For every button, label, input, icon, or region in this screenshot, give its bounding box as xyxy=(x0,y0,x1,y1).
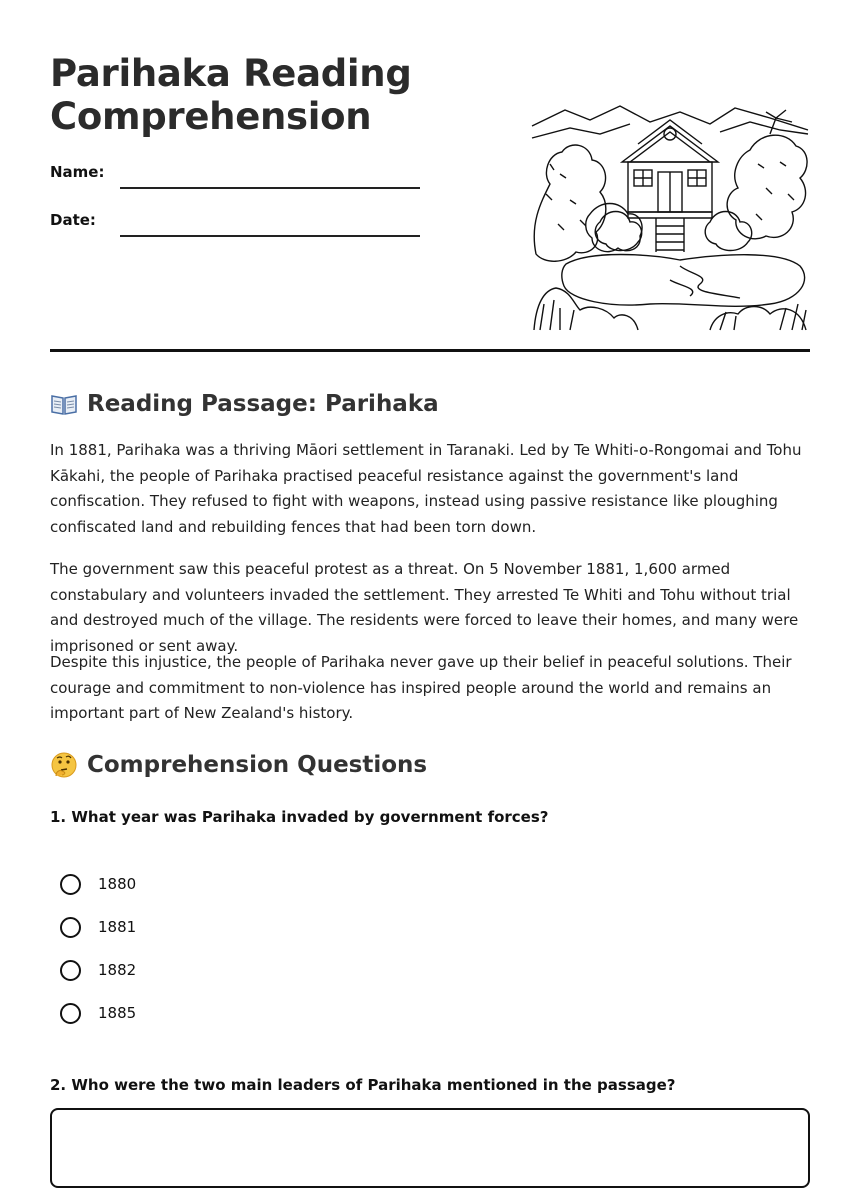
header-divider xyxy=(50,349,810,352)
open-book-icon xyxy=(50,390,78,418)
page-title: Parihaka Reading Comprehension xyxy=(50,52,412,138)
house-landscape-illustration xyxy=(530,104,810,332)
radio-button[interactable] xyxy=(60,1003,81,1024)
name-line[interactable] xyxy=(120,187,420,189)
option-label: 1885 xyxy=(98,1004,137,1022)
option-label: 1880 xyxy=(98,875,137,893)
date-field[interactable] xyxy=(50,211,420,237)
thinking-face-icon xyxy=(50,751,78,779)
radio-button[interactable] xyxy=(60,917,81,938)
question-1-text: 1. What year was Parihaka invaded by government forces? xyxy=(50,808,549,826)
passage-paragraph: The government saw this peaceful protest as a threat. On 5 November 1881, 1,600 armed constabulary and volunteers invaded the settlement. They arrested Te Whiti and Tohu without trial and destroyed much of the village. The residents were forced to leave their homes, and many were imprisoned or sent away. xyxy=(50,560,799,655)
comprehension-questions-title: Comprehension Questions xyxy=(87,752,428,778)
q1-option-1881[interactable] xyxy=(60,914,136,940)
q1-option-1885[interactable] xyxy=(60,1000,136,1026)
comprehension-questions-heading xyxy=(50,751,427,779)
reading-passage-heading xyxy=(50,390,439,418)
q1-option-1880[interactable] xyxy=(60,871,136,897)
option-label: 1882 xyxy=(98,961,137,979)
radio-button[interactable] xyxy=(60,874,81,895)
name-label: Name: xyxy=(50,163,105,181)
option-label: 1881 xyxy=(98,918,137,936)
passage-paragraph: In 1881, Parihaka was a thriving Māori settlement in Taranaki. Led by Te Whiti-o-Rongomai and Tohu Kākahi, the people of Parihaka practised peaceful resistance against the government's land confiscation. They refused to fight with weapons, instead using passive resistance like ploughing confiscated land and rebuilding fences that had been torn down. xyxy=(50,441,802,536)
question-2-text: 2. Who were the two main leaders of Parihaka mentioned in the passage? xyxy=(50,1076,676,1094)
reading-passage-title: Reading Passage: Parihaka xyxy=(87,391,439,417)
name-field[interactable] xyxy=(50,163,420,189)
q1-option-1882[interactable] xyxy=(60,957,136,983)
date-label: Date: xyxy=(50,211,96,229)
question-2-answer-box[interactable] xyxy=(50,1108,810,1188)
passage-paragraph: Despite this injustice, the people of Parihaka never gave up their belief in peaceful solutions. Their courage and commitment to non-violence has inspired people around the world and remains an important part of New Zealand's history. xyxy=(50,653,792,722)
date-line[interactable] xyxy=(120,235,420,237)
radio-button[interactable] xyxy=(60,960,81,981)
